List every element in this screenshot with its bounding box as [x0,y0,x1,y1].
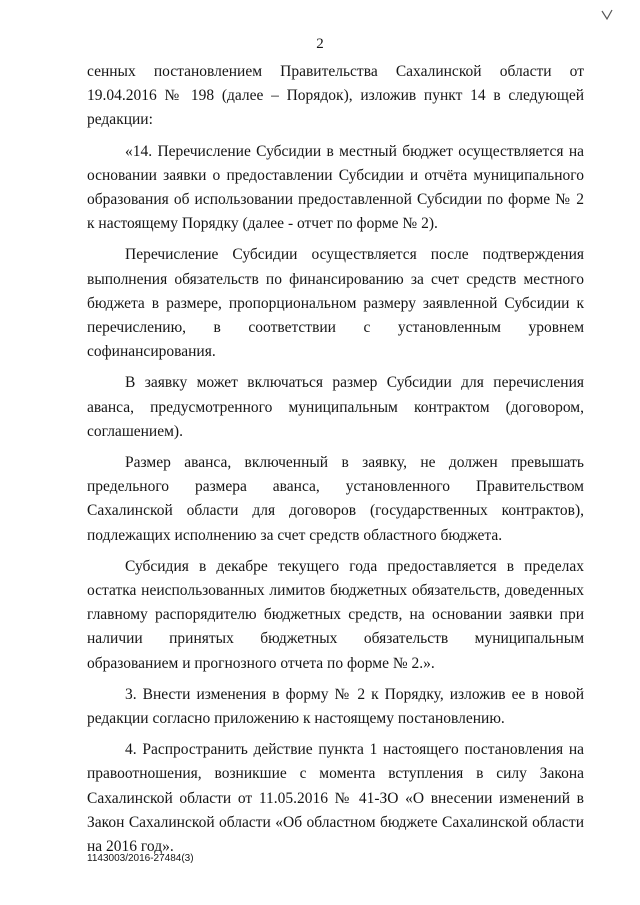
paragraph-transfer-conditions: Перечисление Субсидии осуществляется после подтверждения выполнения обязательств по финансированию за счет средств местного бюджета в размере, пропорциональном размеру заявленной Субсидии к перечислению, в соответствии с установленным уровнем софинансирования. [87,246,584,361]
paragraph-advance-limit: Размер аванса, включенный в заявку, не должен превышать предельного размера аванса, установленного Правительством Сахалинской области для договоров (государственных контрактов), подлежащих исполнению за счет средств областного бюджета. [87,454,584,544]
paragraph-continuation: сенных постановлением Правительства Сахалинской области от 19.04.2016 № 198 (далее – Порядок), изложив пункт 14 в следующей редакции: [87,63,584,129]
paragraph-december-subsidy: Субсидия в декабре текущего года предоставляется в пределах остатка неиспользованных лимитов бюджетных обязательств, доведенных главному распорядителю бюджетных средств, на основании заявки при наличии принятых бюджетных обязательств муниципальным образованием и прогнозного отчета по форме № 2.». [87,557,584,672]
document-registration-code: 1143003/2016-27484(3) [87,853,194,864]
paragraph-item-4: 4. Распространить действие пункта 1 настоящего постановления на правоотношения, возникшие с момента вступления в силу Закона Сахалинской области от 11.05.2016 № 41-ЗО «О внесении изменений в Закон Сахалинской области «Об областном бюджете Сахалинской области на 2016 год». [87,741,584,856]
paragraph-clause-14: «14. Перечисление Субсидии в местный бюджет осуществляется на основании заявки о предоставлении Субсидии и отчёта муниципального образования об использовании предоставленной Субсидии по форме № 2 к настоящему Порядку (далее - отчет по форме № 2). [87,142,584,233]
document-body [87,60,584,866]
page-number: 2 [316,36,324,52]
paragraph-item-3: 3. Внести изменения в форму № 2 к Порядку, изложив ее в новой редакции согласно приложению к настоящему постановлению. [87,685,584,728]
paragraph-advance-inclusion: В заявку может включаться размер Субсидии для перечисления аванса, предусмотренного муниципальным контрактом (договором, соглашением). [87,374,584,440]
scan-mark-icon [600,8,614,22]
